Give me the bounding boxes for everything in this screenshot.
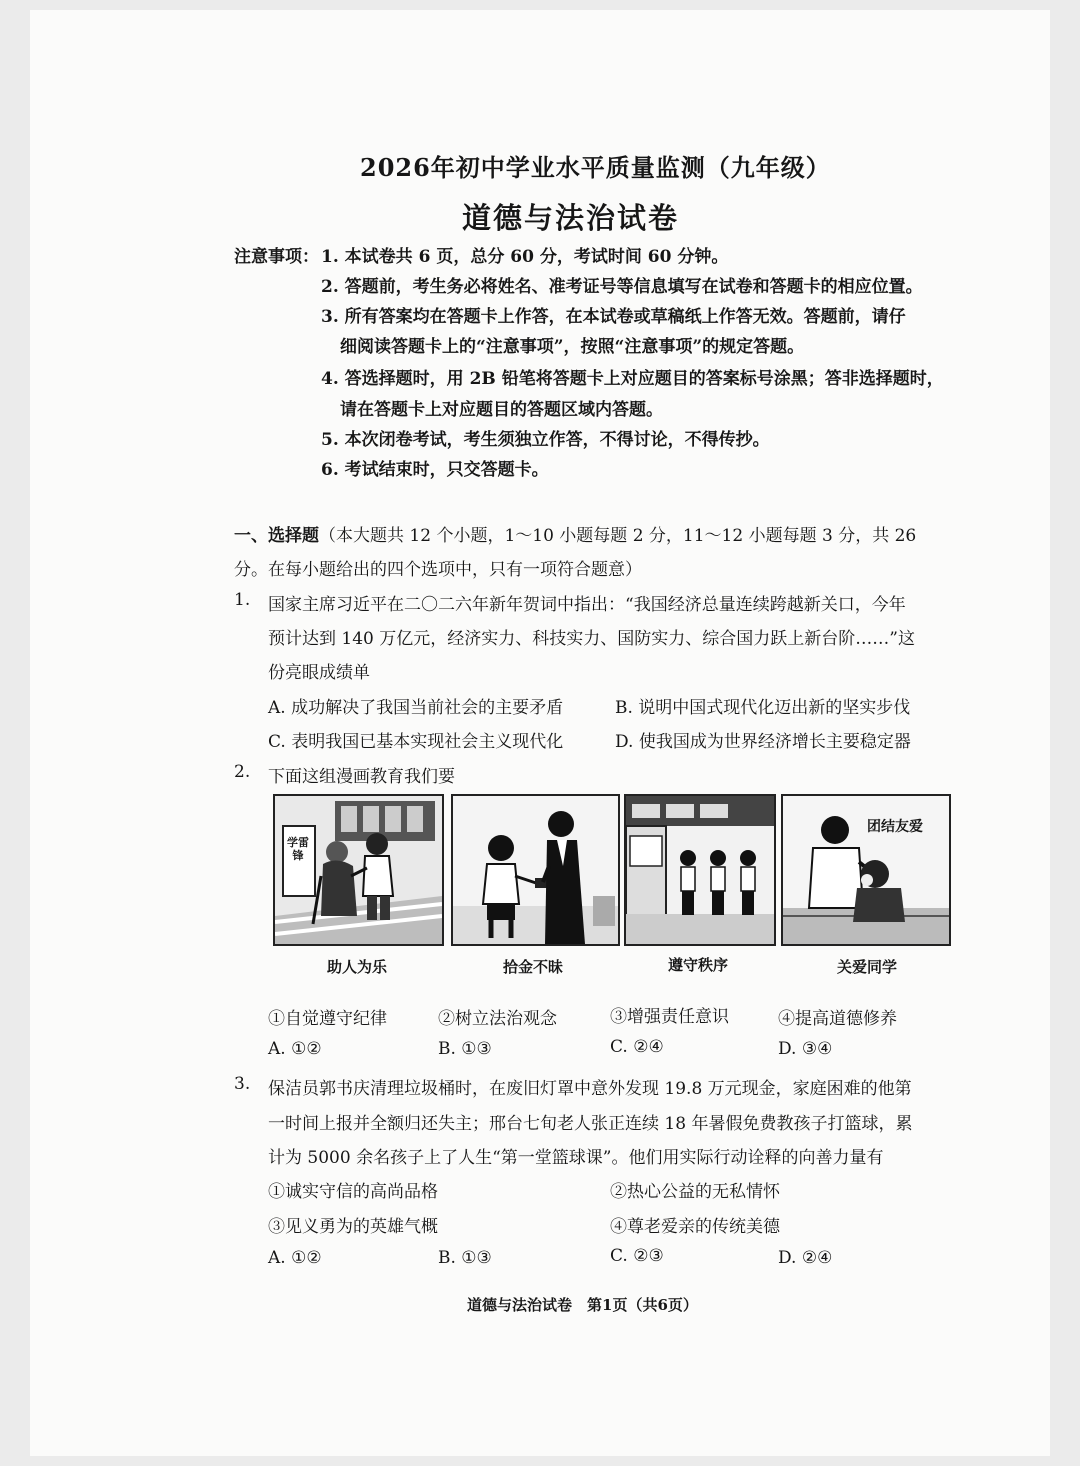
question-stem: 保洁员郭书庆清理垃圾桶时，在废旧灯罩中意外发现 19.8 万元现金，家庭困难的他第: [268, 1079, 912, 1099]
notice-item: 1. 本试卷共 6 页，总分 60 分，考试时间 60 分钟。: [321, 247, 729, 267]
statement-item: ③见义勇为的英雄气概: [268, 1217, 438, 1237]
notice-label: 注意事项：: [234, 247, 319, 267]
option-b: B. ①③: [438, 1039, 492, 1059]
option-c: C. ②③: [610, 1246, 664, 1266]
statement-item: ①诚实守信的高尚品格: [268, 1182, 438, 1202]
comic-caring-illustration: [783, 796, 949, 944]
notice-item: 请在答题卡上对应题目的答题区域内答题。: [340, 400, 663, 420]
comic-caption: 助人为乐: [326, 958, 387, 976]
notice-item: 2. 答题前，考生务必将姓名、准考证号等信息填写在试卷和答题卡的相应位置。: [321, 277, 923, 297]
comic-caption: 关爱同学: [836, 958, 897, 976]
statement-item: ②热心公益的无私情怀: [610, 1182, 780, 1202]
option-a: A. ①②: [268, 1039, 322, 1059]
comic-helping-illustration: [275, 796, 442, 944]
question-stem: 份亮眼成绩单: [268, 663, 370, 683]
comic-queue-illustration: [626, 796, 774, 944]
statement-item: ④提高道德修养: [778, 1009, 897, 1029]
statement-item: ④尊老爱亲的传统美德: [610, 1217, 780, 1237]
question-number: 3.: [234, 1074, 251, 1094]
question-stem: 一时间上报并全额归还失主；邢台七旬老人张正连续 18 年暑假免费教孩子打篮球，累: [268, 1114, 913, 1134]
subject-title: 道德与法治试卷: [462, 201, 680, 235]
option-b: B. 说明中国式现代化迈出新的坚实步伐: [615, 698, 911, 718]
comic-panel-helping: [273, 794, 444, 946]
option-a: A. ①②: [268, 1248, 322, 1268]
section-heading-bold: 一、选择题: [234, 526, 319, 546]
question-number: 2.: [234, 762, 251, 782]
statement-item: ②树立法治观念: [438, 1009, 557, 1029]
page-footer: 道德与法治试卷 第1页（共6页）: [467, 1296, 698, 1314]
option-d: D. ②④: [778, 1248, 833, 1268]
option-d: D. 使我国成为世界经济增长主要稳定器: [615, 732, 911, 752]
exam-page: [30, 10, 1050, 1456]
notice-item: 5. 本次闭卷考试，考生须独立作答，不得讨论，不得传抄。: [321, 430, 770, 450]
comic-caption: 遵守秩序: [667, 956, 728, 974]
comic-title-text: 团结友爱: [867, 819, 923, 835]
question-stem: 下面这组漫画教育我们要: [268, 767, 455, 787]
section-heading-text: （本大题共 12 个小题，1～10 小题每题 2 分，11～12 小题每题 3 分，共 26: [319, 526, 917, 546]
statement-item: ③增强责任意识: [610, 1007, 729, 1027]
notice-item: 细阅读答题卡上的“注意事项”，按照“注意事项”的规定答题。: [340, 337, 805, 357]
question-number: 1.: [234, 590, 251, 610]
option-d: D. ③④: [778, 1039, 833, 1059]
option-c: C. ②④: [610, 1037, 664, 1057]
notice-item: 4. 答选择题时，用 2B 铅笔将答题卡上对应题目的答案标号涂黑；答非选择题时，: [321, 369, 944, 389]
notice-item: 3. 所有答案均在答题卡上作答，在本试卷或草稿纸上作答无效。答题前，请仔: [321, 307, 906, 327]
option-a: A. 成功解决了我国当前社会的主要矛盾: [268, 698, 564, 718]
comic-panel-caring: [781, 794, 951, 946]
comic-panel-queue: [624, 794, 776, 946]
comic-sign-text: 学雷锋: [287, 836, 309, 862]
question-stem: 计为 5000 余名孩子上了人生“第一堂篮球课”。他们用实际行动诠释的向善力量有: [268, 1148, 884, 1168]
comic-returning-illustration: [453, 796, 618, 944]
comic-caption: 拾金不昧: [502, 958, 563, 976]
question-stem: 预计达到 140 万亿元，经济实力、科技实力、国防实力、综合国力跃上新台阶……”这: [268, 629, 915, 649]
question-stem: 国家主席习近平在二〇二六年新年贺词中指出：“我国经济总量连续跨越新关口，今年: [268, 595, 906, 615]
section-heading: [234, 521, 916, 546]
option-b: B. ①③: [438, 1248, 492, 1268]
option-c: C. 表明我国已基本实现社会主义现代化: [268, 732, 564, 752]
notice-item: 6. 考试结束时，只交答题卡。: [321, 460, 549, 480]
comic-panel-returning: [451, 794, 620, 946]
section-heading-line2: 分。在每小题给出的四个选项中，只有一项符合题意）: [234, 560, 642, 580]
exam-title: 2026年初中学业水平质量监测（九年级）: [360, 153, 831, 182]
statement-item: ①自觉遵守纪律: [268, 1009, 387, 1029]
